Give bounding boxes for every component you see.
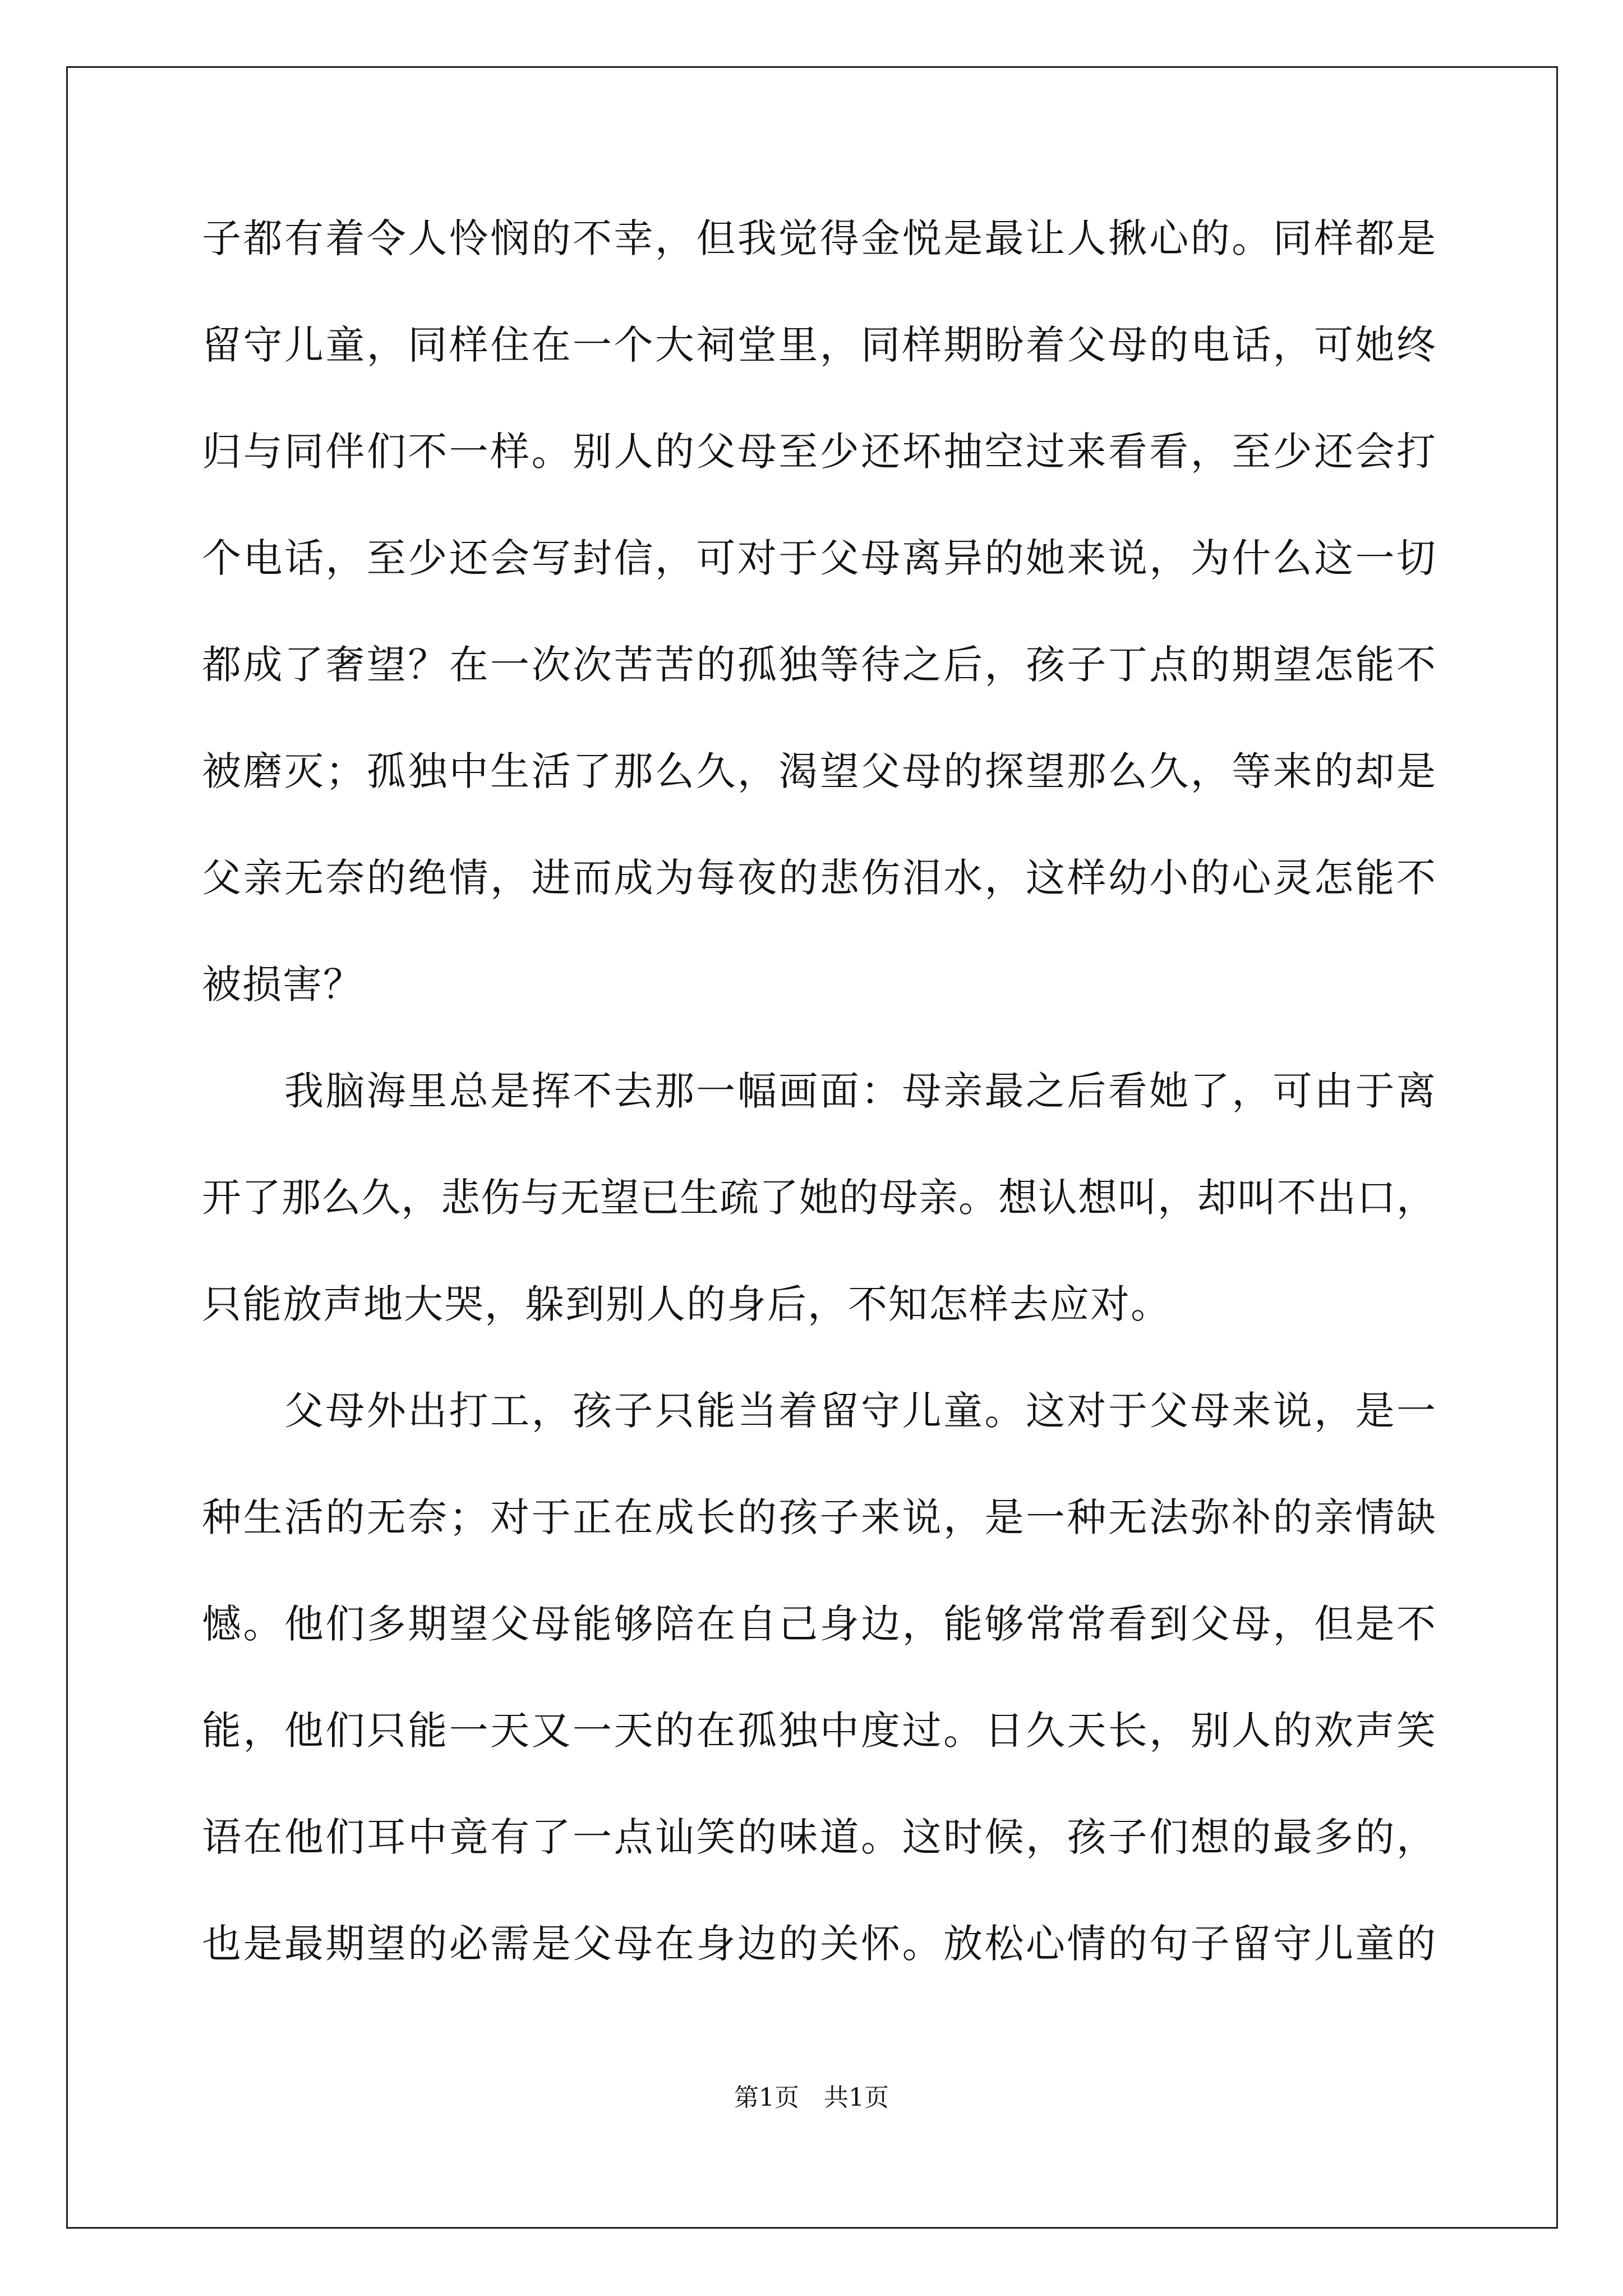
text-line-4: 个电话，至少还会写封信，可对于父母离异的她来说，为什么这一切 <box>202 535 1436 581</box>
text-line-5: 都成了奢望？在一次次苦苦的孤独等待之后，孩子丁点的期望怎能不 <box>202 642 1436 688</box>
text-line-3: 归与同伴们不一样。别人的父母至少还坏抽空过来看看，至少还会打 <box>202 429 1436 475</box>
text-line-7: 父亲无奈的绝情，进而成为每夜的悲伤泪水，这样幼小的心灵怎能不 <box>202 855 1436 901</box>
text-line-14: 憾。他们多期望父母能够陪在自己身边，能够常常看到父母，但是不 <box>202 1601 1436 1647</box>
page-number-footer: 第1页 共1页 <box>734 2083 889 2112</box>
text-line-12: 父母外出打工，孩子只能当着留守儿童。这对于父母来说，是一 <box>202 1388 1436 1434</box>
text-line-16: 语在他们耳中竟有了一点讪笑的味道。这时候，孩子们想的最多的， <box>202 1814 1436 1860</box>
text-line-13: 种生活的无奈；对于正在成长的孩子来说，是一种无法弥补的亲情缺 <box>202 1494 1436 1540</box>
text-line-2: 留守儿童，同样住在一个大祠堂里，同样期盼着父母的电话，可她终 <box>202 322 1436 368</box>
page-border <box>66 66 1558 2229</box>
text-line-17: 也是最期望的必需是父母在身边的关怀。放松心情的句子留守儿童的 <box>202 1921 1436 1967</box>
text-line-11: 只能放声地大哭，躲到别人的身后，不知怎样去应对。 <box>202 1281 1171 1327</box>
text-line-6: 被磨灭；孤独中生活了那么久，渴望父母的探望那么久，等来的却是 <box>202 748 1436 794</box>
text-line-1: 子都有着令人怜悯的不幸，但我觉得金悦是最让人揪心的。同样都是 <box>202 215 1436 261</box>
text-line-9: 我脑海里总是挥不去那一幅画面：母亲最之后看她了，可由于离 <box>202 1068 1436 1114</box>
text-line-10: 开了那么久，悲伤与无望已生疏了她的母亲。想认想叫，却叫不出口， <box>202 1175 1436 1221</box>
text-line-15: 能，他们只能一天又一天的在孤独中度过。日久天长，别人的欢声笑 <box>202 1708 1436 1754</box>
text-line-8: 被损害？ <box>202 961 363 1007</box>
